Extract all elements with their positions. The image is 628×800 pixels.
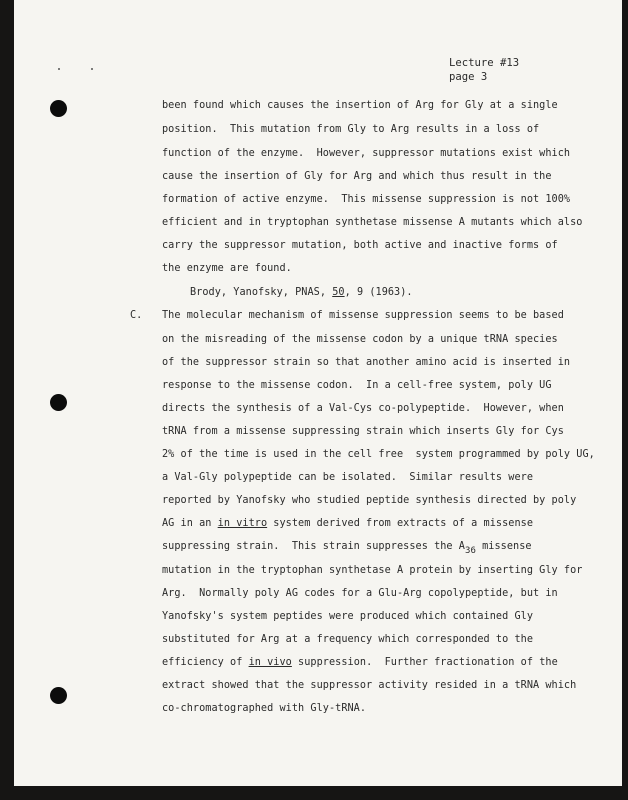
text-line: efficiency of in vivo suppression. Further fractionation of the <box>162 657 558 668</box>
subscript-36: 36 <box>465 546 476 556</box>
text-line: AG in an in vitro system derived from extracts of a missense <box>162 518 534 529</box>
citation-authors: Brody, Yanofsky, PNAS, <box>190 287 333 298</box>
section-label: C. <box>130 310 143 321</box>
text-line: co-chromatographed with Gly-tRNA. <box>162 703 367 714</box>
text-line: carry the suppressor mutation, both active and inactive forms of <box>162 240 558 251</box>
text-line: the enzyme are found. <box>162 263 292 274</box>
text-line: tRNA from a missense suppressing strain which inserts Gly for Cys <box>162 426 564 437</box>
text-line: function of the enzyme. However, suppressor mutations exist which <box>162 148 571 159</box>
text-line: extract showed that the suppressor activity resided in a tRNA which <box>162 680 577 691</box>
text-line: been found which causes the insertion of Arg for Gly at a single <box>162 100 558 111</box>
paper-speck <box>91 68 93 70</box>
text-line: Arg. Normally poly AG codes for a Glu-Arg copolypeptide, but in <box>162 588 558 599</box>
text-line: 2% of the time is used in the cell free system programmed by poly UG, <box>162 449 595 460</box>
text-line: substituted for Arg at a frequency which corresponded to the <box>162 634 534 645</box>
text-line: of the suppressor strain so that another amino acid is inserted in <box>162 357 571 368</box>
text-line: a Val-Gly polypeptide can be isolated. Similar results were <box>162 472 534 483</box>
binder-hole <box>50 687 67 704</box>
page-number: page 3 <box>449 71 488 83</box>
in-vivo-term: in vivo <box>248 657 292 668</box>
binder-hole <box>50 394 67 411</box>
citation-pages: , 9 (1963). <box>344 287 413 298</box>
citation-volume: 50 <box>332 287 345 298</box>
text-line: cause the insertion of Gly for Arg and which thus result in the <box>162 171 552 182</box>
text-line: formation of active enzyme. This missense suppression is not 100% <box>162 194 571 205</box>
text-line: position. This mutation from Gly to Arg results in a loss of <box>162 124 540 135</box>
text-line: directs the synthesis of a Val-Cys co-polypeptide. However, when <box>162 403 564 414</box>
text-line: The molecular mechanism of missense suppression seems to be based <box>162 310 564 321</box>
text-line: Yanofsky's system peptides were produced which contained Gly <box>162 611 534 622</box>
text-line: reported by Yanofsky who studied peptide synthesis directed by poly <box>162 495 577 506</box>
paper-speck <box>58 68 60 70</box>
text-line: on the misreading of the missense codon by a unique tRNA species <box>162 334 558 345</box>
citation <box>190 287 413 298</box>
text-line: mutation in the tryptophan synthetase A protein by inserting Gly for <box>162 565 583 576</box>
text-line: efficient and in tryptophan synthetase missense A mutants which also <box>162 217 583 228</box>
text-line: response to the missense codon. In a cell-free system, poly UG <box>162 380 552 391</box>
text-line: suppressing strain. This strain suppresses the A36 missense <box>162 541 532 556</box>
lecture-number: Lecture #13 <box>449 57 520 69</box>
typed-page <box>14 0 622 786</box>
binder-hole <box>50 100 67 117</box>
in-vitro-term: in vitro <box>217 518 268 529</box>
